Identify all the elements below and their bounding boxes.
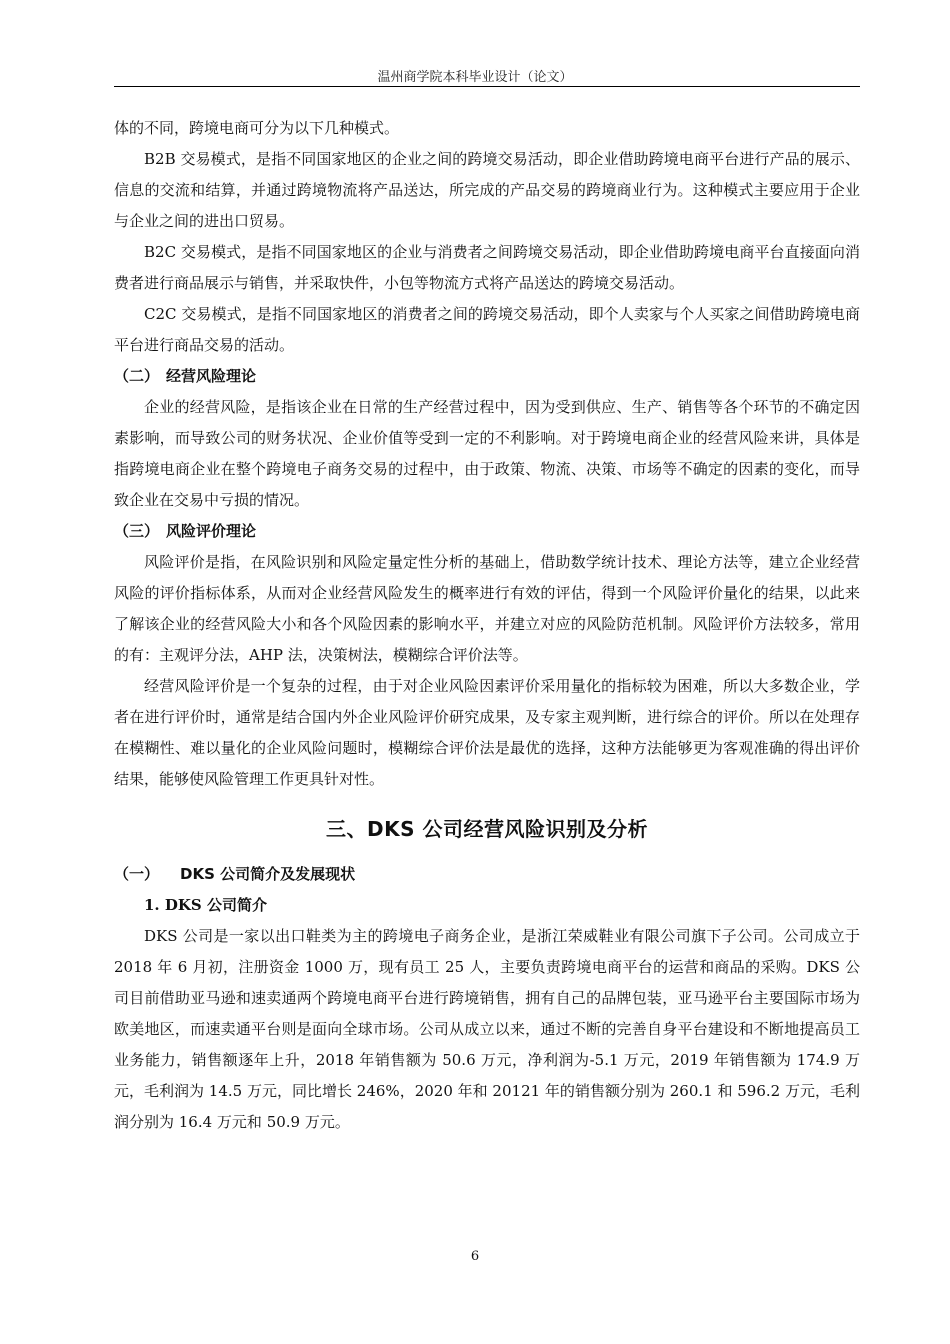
subsection-heading-dks-profile: 1. DKS 公司简介: [144, 896, 267, 914]
paragraph-b2c: B2C 交易模式，是指不同国家地区的企业与消费者之间跨境交易活动，即企业借助跨境电商平台直接面向消费者进行商品展示与销售，并采取快件，小包等物流方式将产品送达的跨境交易活动。: [114, 243, 860, 292]
section-title: 风险评价理论: [166, 522, 257, 540]
section-heading-risk-evaluation: [114, 516, 860, 547]
section-heading-business-risk: [114, 361, 860, 392]
page-header-title: 温州商学院本科毕业设计（论文）: [377, 70, 573, 85]
paragraph-risk-theory: 企业的经营风险，是指该企业在日常的生产经营过程中，因为受到供应、生产、销售等各个环节的不确定因素影响，而导致公司的财务状况、企业价值等受到一定的不利影响。对于跨境电商企业的经营风险来讲，具体是指跨境电商企业在整个跨境电子商务交易的过程中，由于政策、物流、决策、市场等不确定的因素的变化，而导致企业在交易中亏损的情况。: [114, 398, 860, 509]
document-body: [114, 113, 860, 1138]
paragraph-intro-end: 体的不同，跨境电商可分为以下几种模式。: [114, 119, 400, 137]
paragraph-dks-profile: DKS 公司是一家以出口鞋类为主的跨境电子商务企业，是浙江荣威鞋业有限公司旗下子公司。公司成立于 2018 年 6 月初，注册资金 1000 万，现有员工 25 人，主要负责跨境电商平台的运营和商品的采购。DKS 公司目前借助亚马逊和速卖通两个跨境电商平台进行跨境销售，拥有自己的品牌包装，亚马逊平台主要国际市场为欧美地区，而速卖通平台则是面向全球市场。公司从成立以来，通过不断的完善自身平台建设和不断地提高员工业务能力，销售额逐年上升，2018 年销售额为 50.6 万元，净利润为-5.1 万元，2019 年销售额为 174.9 万元，毛利润为 14.5 万元，同比增长 246%，2020 年和 20121 年的销售额分别为 260.1 和 596.2 万元，毛利润分别为 16.4 万元和 50.9 万元。: [114, 927, 860, 1131]
section-title: DKS 公司简介及发展现状: [180, 865, 356, 883]
section-number: （一）: [114, 865, 160, 883]
page-number: 6: [470, 1249, 480, 1264]
section-number: （三）: [114, 522, 160, 540]
chapter-heading: 三、DKS 公司经营风险识别及分析: [326, 817, 648, 841]
paragraph-evaluation-2: 经营风险评价是一个复杂的过程，由于对企业风险因素评价采用量化的指标较为困难，所以大多数企业，学者在进行评价时，通常是结合国内外企业风险评价研究成果，及专家主观判断，进行综合的评价。所以在处理存在模糊性、难以量化的企业风险问题时，模糊综合评价法是最优的选择，这种方法能够更为客观准确的得出评价结果，能够使风险管理工作更具针对性。: [114, 677, 860, 788]
section-heading-dks-intro: [114, 859, 860, 890]
paragraph-b2b: B2B 交易模式，是指不同国家地区的企业之间的跨境交易活动，即企业借助跨境电商平台进行产品的展示、信息的交流和结算，并通过跨境物流将产品送达，所完成的产品交易的跨境商业行为。这种模式主要应用于企业与企业之间的进出口贸易。: [114, 150, 860, 230]
paragraph-evaluation-1: 风险评价是指，在风险识别和风险定量定性分析的基础上，借助数学统计技术、理论方法等，建立企业经营风险的评价指标体系，从而对企业经营风险发生的概率进行有效的评估，得到一个风险评价量化的结果，以此来了解该企业的经营风险大小和各个风险因素的影响水平，并建立对应的风险防范机制。风险评价方法较多，常用的有：主观评分法，AHP 法，决策树法，模糊综合评价法等。: [114, 553, 860, 664]
paragraph-c2c: C2C 交易模式，是指不同国家地区的消费者之间的跨境交易活动，即个人卖家与个人买家之间借助跨境电商平台进行商品交易的活动。: [114, 305, 860, 354]
section-number: （二）: [114, 367, 160, 385]
section-title: 经营风险理论: [166, 367, 257, 385]
header-divider: [114, 86, 860, 87]
